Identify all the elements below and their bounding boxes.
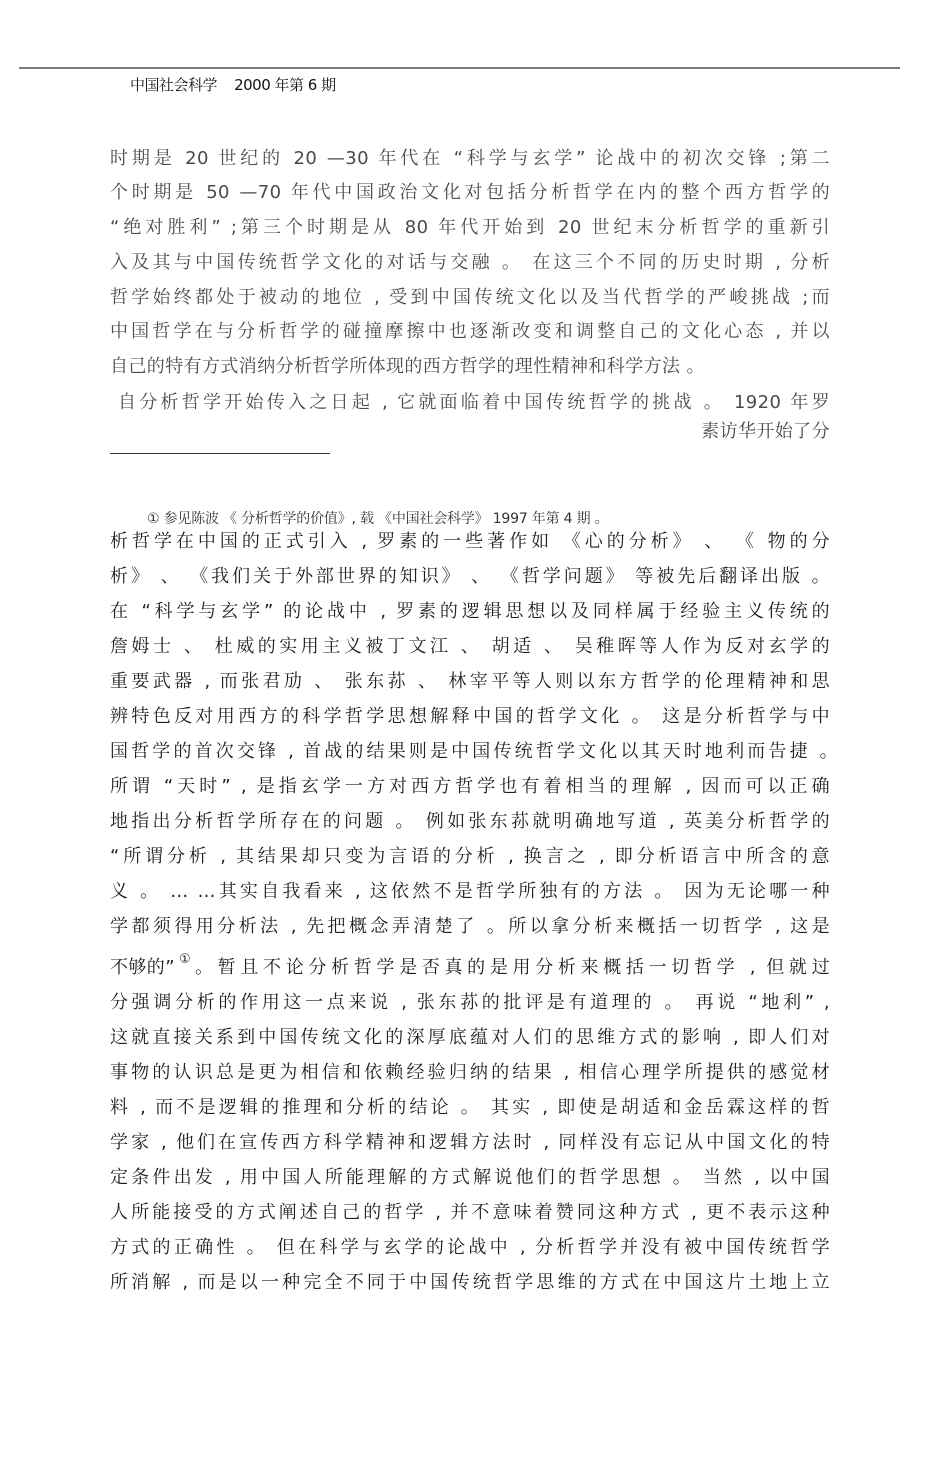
text-line-with-footnote-ref <box>110 952 830 980</box>
text-line: 在 “科学与玄学” 的论战中 , 罗素的逻辑思想以及同样属于经验主义传统的 <box>110 601 830 622</box>
text-line: 料 , 而不是逻辑的推理和分析的结论 。 其实 , 即使是胡适和金岳霖这样的哲 <box>110 1097 830 1118</box>
paragraph-start-line: 自分析哲学开始传入之日起 , 它就面临着中国传统哲学的挑战 。 1920 年罗 <box>118 392 830 413</box>
text-line: 所谓 “天时” , 是指玄学一方对西方哲学也有着相当的理解 , 因而可以正确 <box>110 776 830 797</box>
text-line: 辨特色反对用西方的科学哲学思想解释中国的哲学文化 。 这是分析哲学与中 <box>110 706 830 727</box>
text-line: 地指出分析哲学所存在的问题 。 例如张东荪就明确地写道 , 英美分析哲学的 <box>110 811 830 832</box>
footnote-separator <box>110 453 330 454</box>
footnote-1: ① 参见陈波 《 分析哲学的价值》, 载 《中国社会科学》 1997 年第 4 期 。 <box>147 511 609 527</box>
text-line: 所消解 , 而是以一种完全不同于中国传统哲学思维的方式在中国这片土地上立 <box>110 1272 830 1293</box>
text-line: 事物的认识总是更为相信和依赖经验归纳的结果 , 相信心理学所提供的感觉材 <box>110 1062 830 1083</box>
quote-end: 不够的” <box>110 957 175 978</box>
text-span: 。暂且不论分析哲学是否真的是用分析来概括一切哲学 , 但就过 <box>195 957 830 978</box>
text-line: 学都须得用分析法 , 先把概念弄清楚了 。所以拿分析来概括一切哲学 , 这是 <box>110 916 830 937</box>
text-line: 学家 , 他们在宣传西方科学精神和逻辑方法时 , 同样没有忘记从中国文化的特 <box>110 1132 830 1153</box>
text-line: 素访华开始了分 <box>701 421 830 442</box>
text-line: 中国哲学在与分析哲学的碰撞摩擦中也逐渐改变和调整自己的文化心态 , 并以 <box>110 321 830 342</box>
text-line: 国哲学的首次交锋 , 首战的结果则是中国传统哲学文化以其天时地利而告捷 。 <box>110 741 838 762</box>
text-line: 析》 、 《我们关于外部世界的知识》 、 《哲学问题》 等被先后翻译出版 。 <box>110 566 830 587</box>
text-line: 个时期是 50 —70 年代中国政治文化对包括分析哲学在内的整个西方哲学的 <box>110 182 830 203</box>
text-line: 定条件出发 , 用中国人所能理解的方式解说他们的哲学思想 。 当然 , 以中国 <box>110 1167 830 1188</box>
header-rule <box>19 67 900 69</box>
footnote-ref-1[interactable]: ① <box>178 952 191 967</box>
text-line: 时期是 20 世纪的 20 —30 年代在 “科学与玄学” 论战中的初次交锋 ;第二 <box>110 148 830 169</box>
text-line: 分强调分析的作用这一点来说 , 张东荪的批评是有道理的 。 再说 “地利” , <box>110 992 830 1013</box>
text-line: 入及其与中国传统哲学文化的对话与交融 。 在这三个不同的历史时期 , 分析 <box>110 252 830 273</box>
text-line: 方式的正确性 。 但在科学与玄学的论战中 , 分析哲学并没有被中国传统哲学 <box>110 1237 830 1258</box>
running-head: 中国社会科学 2000 年第 6 期 <box>130 76 336 94</box>
text-line: 哲学始终都处于被动的地位 , 受到中国传统文化以及当代哲学的严峻挑战 ;而 <box>110 287 830 308</box>
text-line: 自己的特有方式消纳分析哲学所体现的西方哲学的理性精神和科学方法 。 <box>110 356 705 377</box>
text-line: 义 。 … …其实自我看来 , 这依然不是哲学所独有的方法 。 因为无论哪一种 <box>110 881 830 902</box>
text-line: 重要武器 , 而张君劢 、 张东荪 、 林宰平等人则以东方哲学的伦理精神和思 <box>110 671 830 692</box>
text-line: 析哲学在中国的正式引入 , 罗素的一些著作如 《心的分析》 、 《 物的分 <box>110 531 830 552</box>
text-line: 这就直接关系到中国传统文化的深厚底蕴对人们的思维方式的影响 , 即人们对 <box>110 1027 830 1048</box>
text-line: 詹姆士 、 杜威的实用主义被丁文江 、 胡适 、 吴稚晖等人作为反对玄学的 <box>110 636 830 657</box>
text-line: “所谓分析 , 其结果却只变为言语的分析 , 换言之 , 即分析语言中所含的意 <box>110 846 830 867</box>
text-line: “绝对胜利” ;第三个时期是从 80 年代开始到 20 世纪末分析哲学的重新引 <box>110 217 830 238</box>
text-line: 人所能接受的方式阐述自己的哲学 , 并不意味着赞同这种方式 , 更不表示这种 <box>110 1202 830 1223</box>
